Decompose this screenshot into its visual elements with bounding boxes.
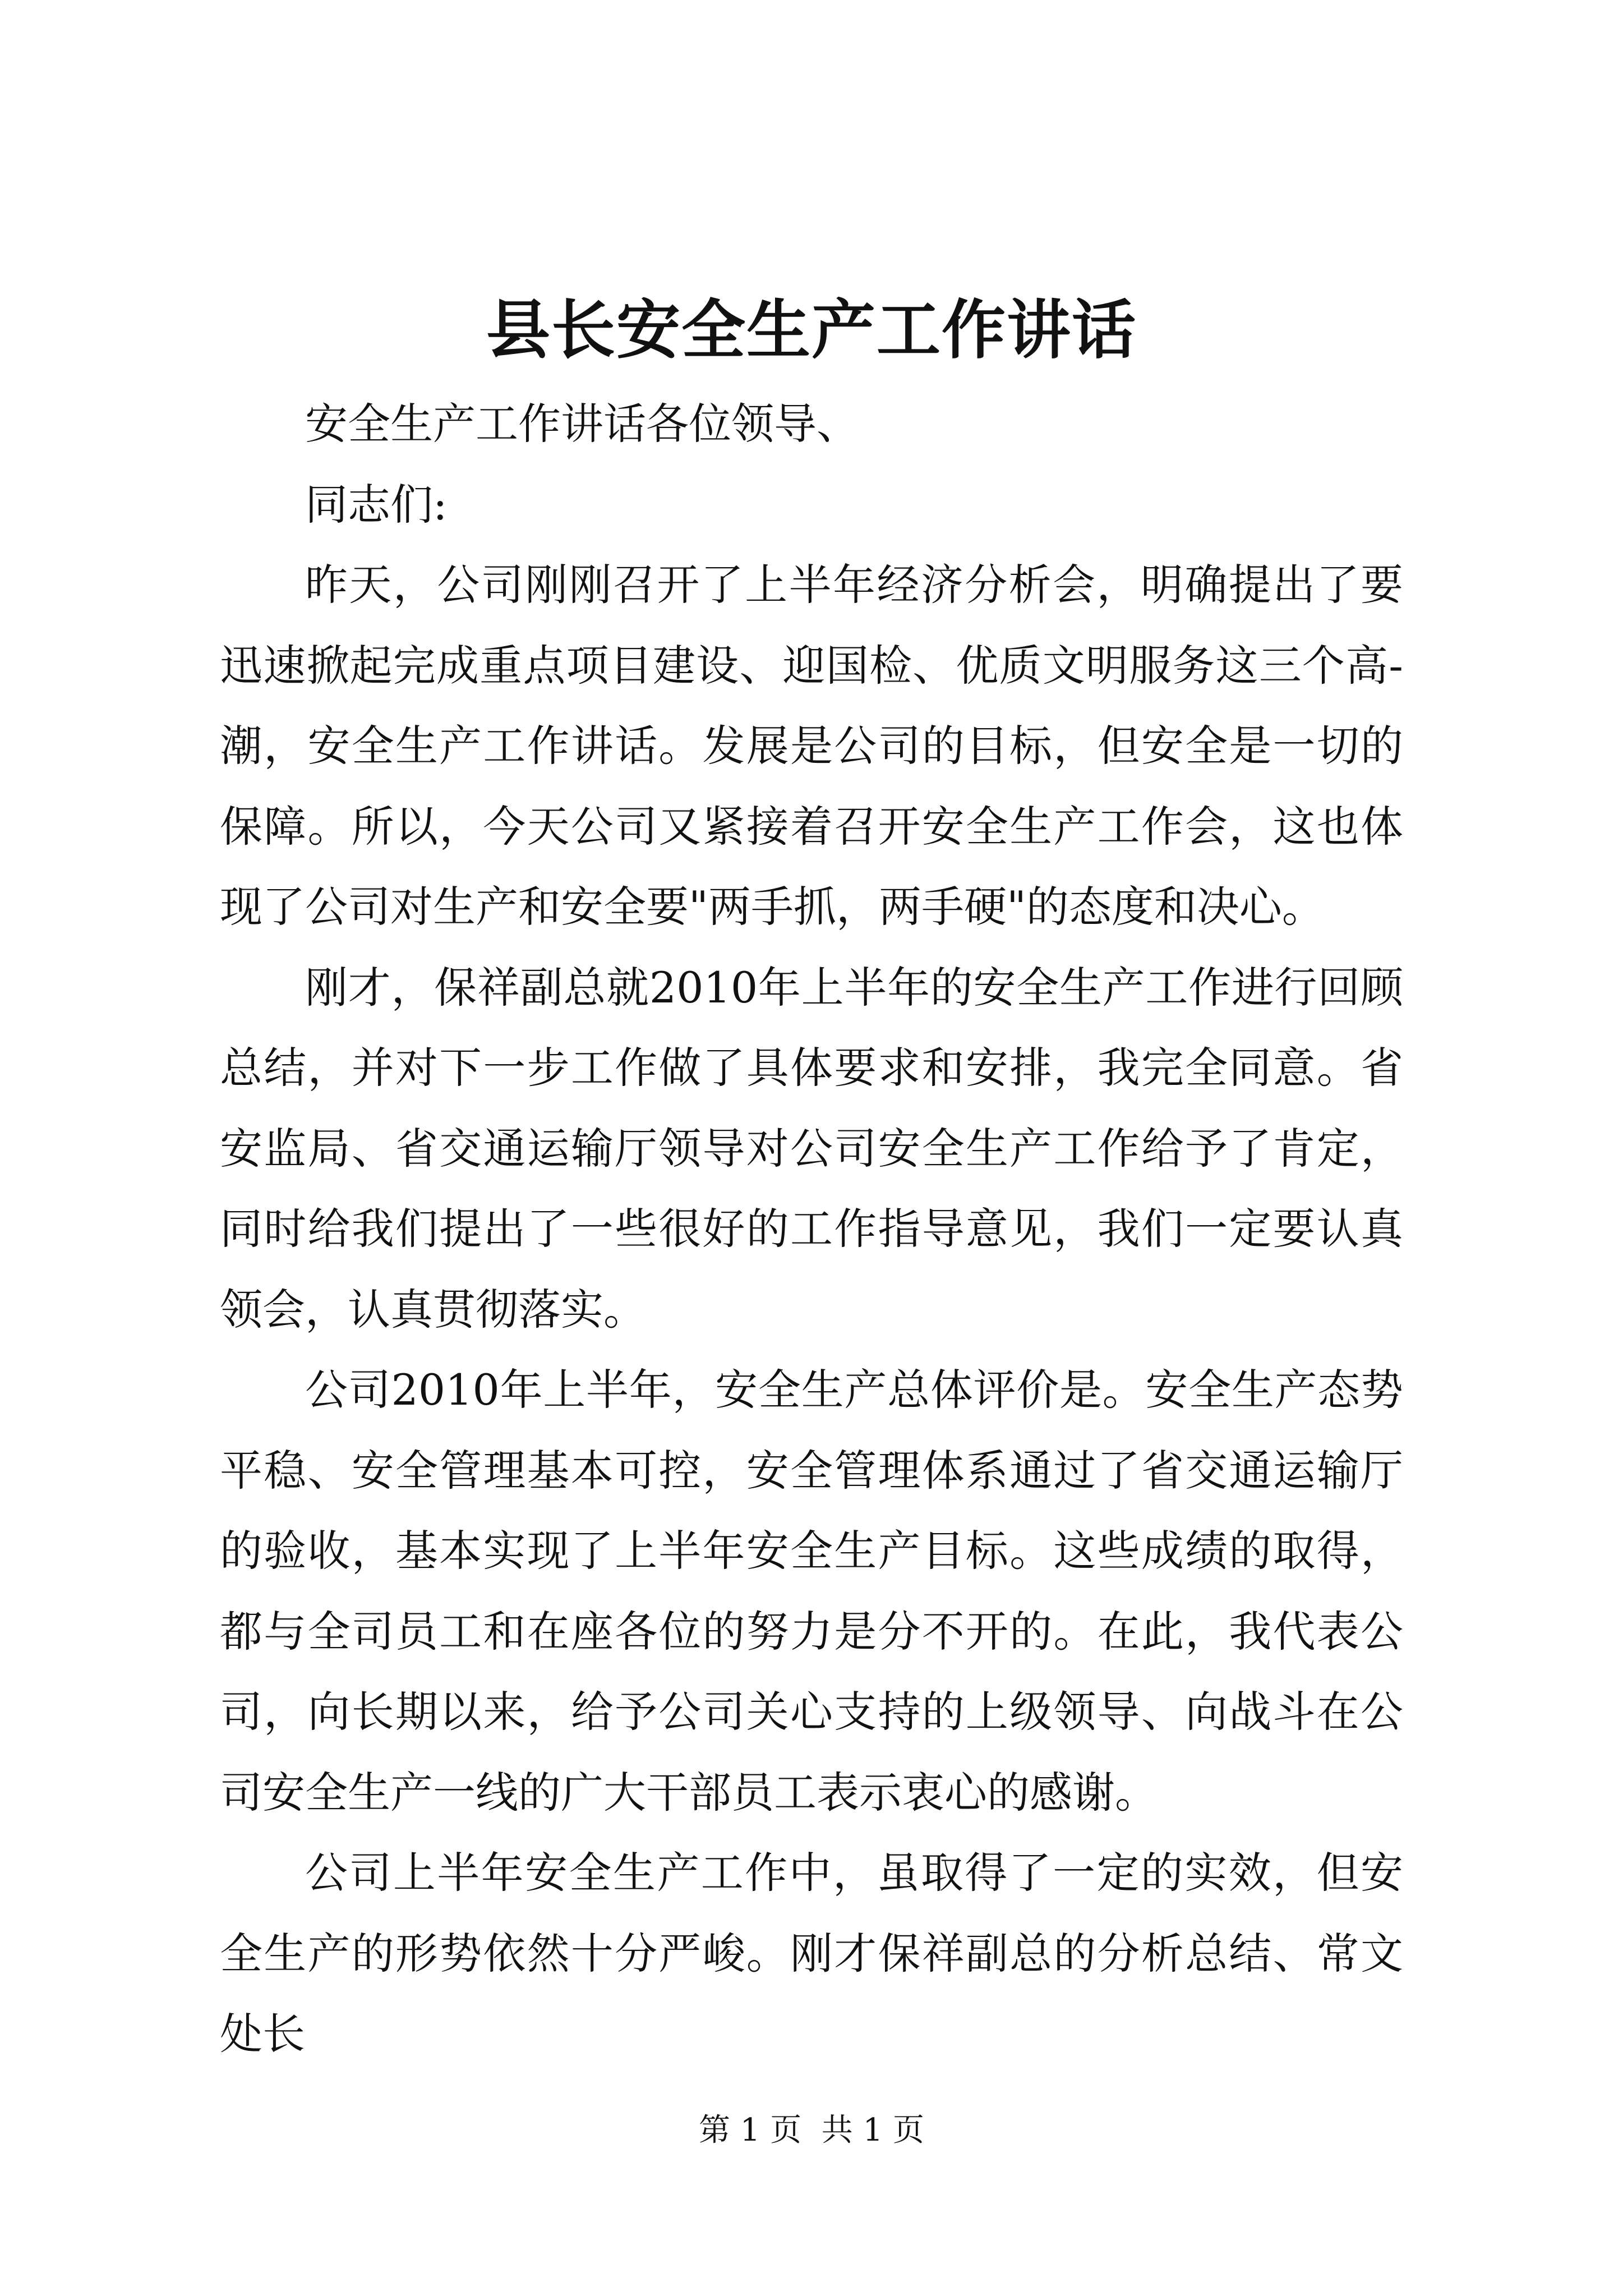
paragraph-salutation: 安全生产工作讲话各位领导、 [305, 399, 859, 449]
page-number: 第 1 页 共 1 页 [698, 2112, 925, 2148]
paragraph-greeting: 同志们: [305, 479, 448, 530]
document-title: 县长安全生产工作讲话 [486, 292, 1137, 367]
page-footer [0, 2108, 1623, 2153]
paragraph-4: 公司上半年安全生产工作中，虽取得了一定的实效，但安全生产的形势依然十分严峻。刚才保祥副总的分析总结、常文处长 [220, 1848, 1403, 2059]
paragraph-1: 昨天，公司刚刚召开了上半年经济分析会，明确提出了要迅速掀起完成重点项目建设、迎国检、优质文明服务这三个高-潮，安全生产工作讲话。发展是公司的目标，但安全是一切的保障。所以，今天公司又紧接着召开安全生产工作会，这也体现了公司对生产和安全要"两手抓，两手硬"的态度和决心。 [220, 560, 1403, 932]
paragraph-3: 公司2010年上半年，安全生产总体评价是。安全生产态势平稳、安全管理基本可控，安全管理体系通过了省交通运输厅的验收，基本实现了上半年安全生产目标。这些成绩的取得，都与全司员工和在座各位的努力是分不开的。在此，我代表公司，向长期以来，给予公司关心支持的上级领导、向战斗在公司安全生产一线的广大干部员工表示衷心的感谢。 [220, 1365, 1403, 1818]
document-body [220, 384, 1403, 2074]
paragraph-2: 刚才，保祥副总就2010年上半年的安全生产工作进行回顾总结，并对下一步工作做了具体要求和安排，我完全同意。省安监局、省交通运输厅领导对公司安全生产工作给予了肯定，同时给我们提出了一些很好的工作指导意见，我们一定要认真领会，认真贯彻落实。 [220, 962, 1403, 1335]
